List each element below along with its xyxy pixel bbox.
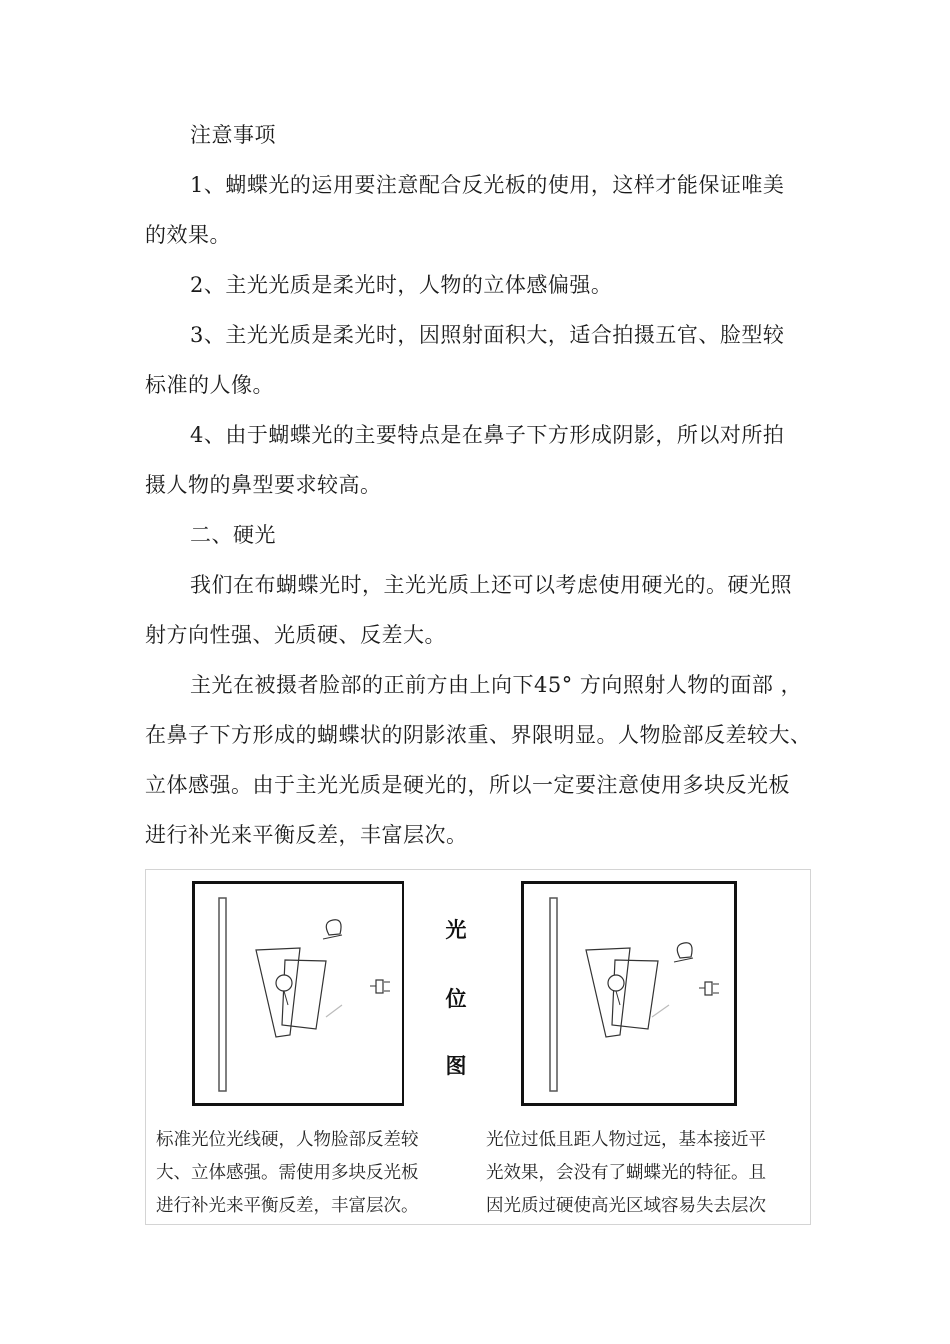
- light-position-figure: [145, 869, 811, 1225]
- note-1-line-2: 的效果。: [145, 223, 231, 247]
- note-4-line-2: 摄人物的鼻型要求较高。: [145, 473, 382, 497]
- caption-right: [486, 1124, 786, 1223]
- light-diagram-left: [192, 881, 404, 1107]
- paragraph-2: [145, 660, 815, 860]
- caption-left: [156, 1124, 456, 1223]
- section-title-text: 二、硬光: [190, 523, 276, 547]
- subject-head: [608, 975, 624, 991]
- side-label-char-2: 位: [445, 987, 467, 1011]
- paragraph-1-line-1: 我们在布蝴蝶光时，主光光质上还可以考虑使用硬光的。硬光照: [190, 573, 792, 597]
- note-2: [145, 260, 815, 310]
- caption-left-line-2: 大、立体感强。需使用多块反光板: [156, 1163, 419, 1183]
- note-4: [145, 410, 815, 510]
- paragraph-2-line-4: 进行补光来平衡反差，丰富层次。: [145, 823, 468, 847]
- side-label-char-3: 图: [445, 1054, 467, 1078]
- note-3-line-1: 3、主光光质是柔光时，因照射面积大，适合拍摄五官、脸型较: [190, 323, 785, 347]
- paragraph-2-line-2: 在鼻子下方形成的蝴蝶状的阴影浓重、界限明显。人物脸部反差较大、: [145, 723, 812, 747]
- note-4-line-1: 4、由于蝴蝶光的主要特点是在鼻子下方形成阴影，所以对所拍: [190, 423, 785, 447]
- key-light-icon: [677, 943, 692, 958]
- note-3: [145, 310, 815, 410]
- side-label-char-1: 光: [445, 918, 467, 942]
- caption-right-line-1: 光位过低且距人物过远，基本接近平: [486, 1130, 766, 1150]
- note-2-line-1: 2、主光光质是柔光时，人物的立体感偏强。: [190, 273, 613, 297]
- note-1-line-1: 1、蝴蝶光的运用要注意配合反光板的使用，这样才能保证唯美: [190, 173, 785, 197]
- note-1: [145, 160, 815, 260]
- caption-left-line-1: 标准光位光线硬，人物脸部反差较: [156, 1130, 419, 1150]
- caption-right-line-2: 光效果，会没有了蝴蝶光的特征。且: [486, 1163, 766, 1183]
- note-3-line-2: 标准的人像。: [145, 373, 274, 397]
- subject-head: [276, 975, 292, 991]
- light-diagram-right: [521, 881, 737, 1107]
- key-light-icon: [326, 920, 341, 935]
- paragraph-1-line-2: 射方向性强、光质硬、反差大。: [145, 623, 446, 647]
- caption-left-line-3: 进行补光来平衡反差，丰富层次。: [156, 1196, 419, 1216]
- caption-right-line-3: 因光质过硬使高光区域容易失去层次: [486, 1196, 766, 1216]
- paragraph-2-line-1: 主光在被摄者脸部的正前方由上向下45° 方向照射人物的面部 ，: [190, 673, 803, 697]
- notes-heading: [145, 110, 815, 160]
- section-title: [145, 510, 815, 560]
- paragraph-2-line-3: 立体感强。由于主光光质是硬光的，所以一定要注意使用多块反光板: [145, 773, 790, 797]
- notes-heading-text: 注意事项: [190, 123, 276, 147]
- paragraph-1: [145, 560, 815, 660]
